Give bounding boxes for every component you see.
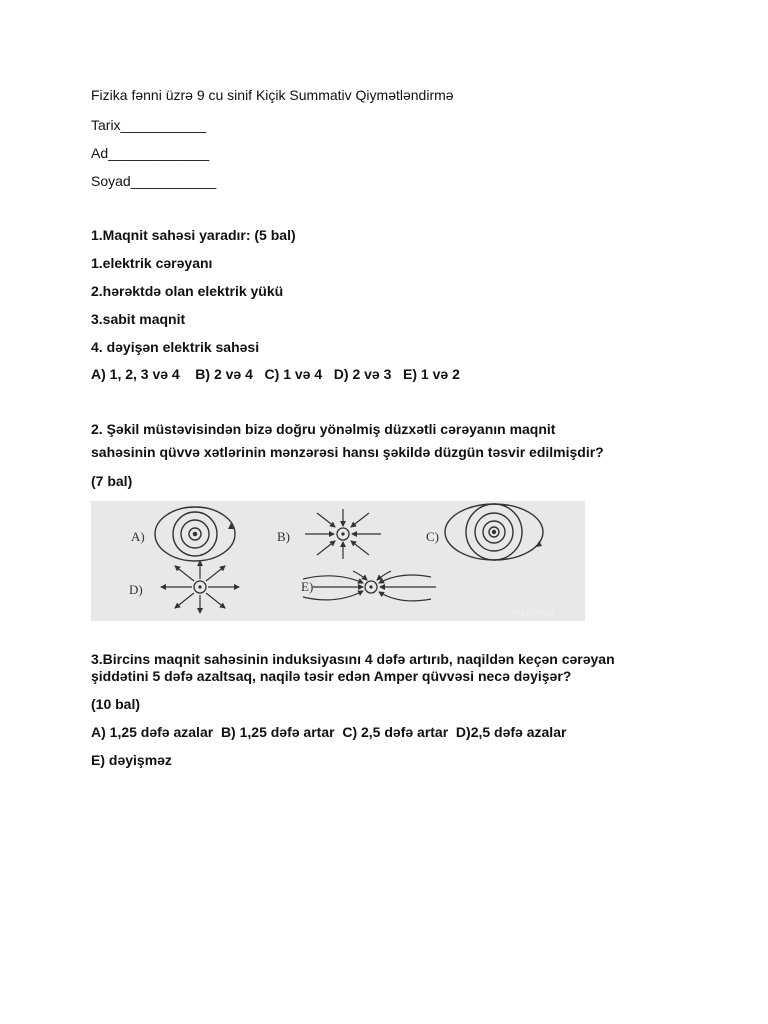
field-lines-svg — [91, 501, 585, 621]
question-3-answers: A) 1,25 dəfə azalar B) 1,25 dəfə artar C) 2,5 dəfə artar D)2,5 dəfə azalar — [91, 724, 567, 740]
date-field: Tarix___________ — [91, 117, 207, 133]
question-3-line-2: şiddətini 5 dəfə azaltsaq, naqilə təsir edən Amper qüvvəsi necə dəyişər? — [91, 668, 572, 684]
question-2-line-1: 2. Şəkil müstəvisindən bizə doğru yönəlmiş düzxətli cərəyanın maqnit — [91, 421, 556, 437]
option-e-field-lines — [303, 571, 436, 601]
question-1-item: 2.hərəktdə olan elektrik yükü — [91, 283, 284, 299]
figure-label-b: B) — [277, 529, 290, 544]
figure-label-e: E) — [301, 579, 314, 594]
figure-label-a: A) — [131, 529, 145, 544]
question-3-points: (10 bal) — [91, 696, 141, 712]
question-2-points: (7 bal) — [91, 473, 133, 489]
figure-label-c: C) — [426, 529, 439, 544]
option-d-conductor — [194, 581, 206, 593]
first-name-field: Ad_____________ — [91, 145, 210, 161]
field-lines-figure — [91, 501, 585, 621]
last-name-field: Soyad___________ — [91, 173, 217, 189]
question-1-item: 4. dəyişən elektrik sahəsi — [91, 339, 260, 355]
option-e-conductor — [365, 581, 377, 593]
question-1: 1.Maqnit sahəsi yaradır: (5 bal) — [91, 227, 296, 243]
question-1-answers: A) 1, 2, 3 və 4 B) 2 və 4 C) 1 və 4 D) 2 və 3 E) 1 və 2 — [91, 366, 460, 382]
question-1-item: 1.elektrik cərəyanı — [91, 255, 213, 271]
question-1-item: 3.sabit maqnit — [91, 311, 186, 327]
question-3-line-1: 3.Bircins maqnit sahəsinin induksiyasını 4 dəfə artırıb, naqildən keçən cərəyan — [91, 651, 615, 667]
page-title: Fizika fənni üzrə 9 cu sinif Kiçik Summativ Qiymətləndirmə — [91, 87, 454, 103]
option-b-conductor — [337, 528, 349, 540]
option-a-field-lines — [155, 507, 235, 561]
photo-timestamp: 2021.12.7 10:13 — [511, 611, 555, 617]
option-c-field-lines — [445, 504, 543, 560]
question-2-line-2: sahəsinin qüvvə xətlərinin mənzərəsi hansı şəkildə düzgün təsvir edilmişdir? — [91, 444, 604, 460]
figure-label-d: D) — [129, 582, 143, 597]
question-3-answer-e: E) dəyişməz — [91, 752, 172, 768]
